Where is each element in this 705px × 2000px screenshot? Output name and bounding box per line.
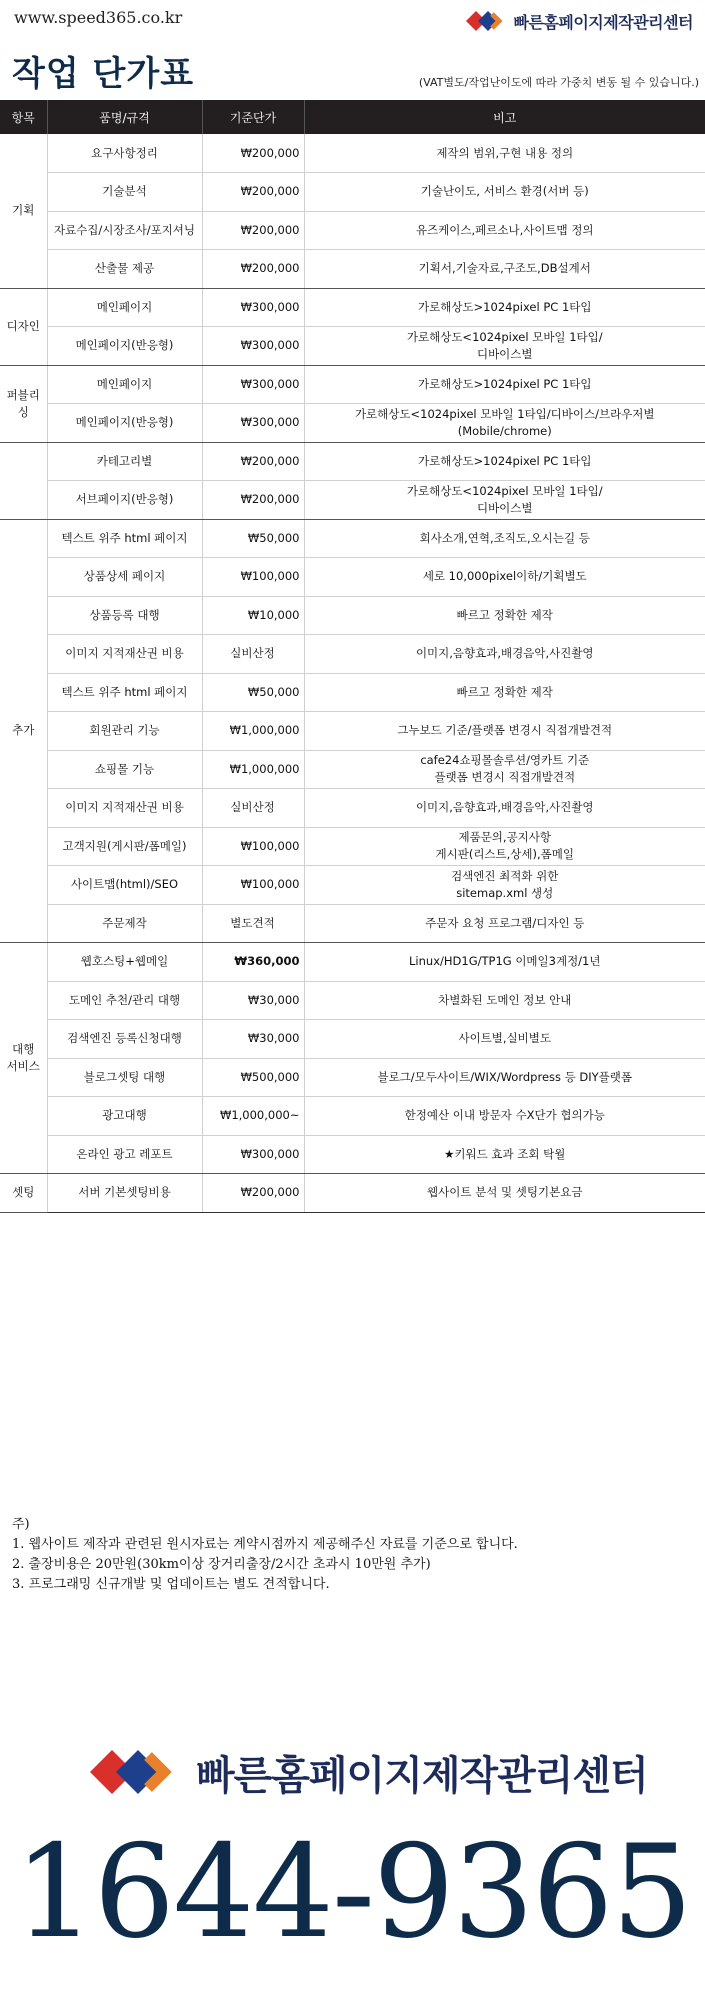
page-title: 작업 단가표: [12, 54, 195, 94]
category-cell: 퍼블리싱: [0, 365, 47, 442]
note-cell: [304, 404, 705, 443]
note-cell: [304, 596, 705, 635]
note-cell: [304, 365, 705, 404]
note-line: 제작의 범위,구현 내용 정의: [436, 145, 574, 160]
note-line-3: 3. 프로그래밍 신규개발 및 업데이트는 별도 견적합니다.: [12, 1577, 330, 1592]
top-bar: [0, 0, 705, 44]
price-cell: ₩300,000: [202, 404, 304, 443]
item-name-cell: 메인페이지: [47, 288, 202, 327]
table-row: [0, 365, 705, 404]
column-header-price: 기준단가: [202, 100, 304, 134]
note-line: 가로해상도<1024pixel 모바일 1타입/: [406, 329, 603, 344]
note-cell: [304, 1174, 705, 1213]
price-cell: ₩300,000: [202, 327, 304, 366]
note-line: 플랫폼 변경시 직접개발견적: [434, 770, 576, 785]
note-line: 디바이스별: [476, 500, 533, 515]
note-line: 빠르고 정확한 제작: [456, 684, 553, 699]
category-cell: 셋팅: [0, 1174, 47, 1213]
note-line: ★키워드 효과 조회 탁월: [444, 1146, 566, 1161]
category-cell: 기획: [0, 134, 47, 288]
item-name-cell: 검색엔진 등록신청대행: [47, 1020, 202, 1059]
item-name-cell: 상품상세 페이지: [47, 558, 202, 597]
note-line: 한정예산 이내 방문자 수X단가 협의가능: [404, 1108, 605, 1123]
price-cell: ₩100,000: [202, 827, 304, 866]
note-cell: [304, 750, 705, 789]
note-line: 웹사이트 분석 및 셋팅기본요금: [427, 1185, 583, 1200]
note-line: 차별화된 도메인 정보 안내: [438, 992, 572, 1007]
item-name-cell: 웹호스팅+웹메일: [47, 943, 202, 982]
price-cell: ₩50,000: [202, 519, 304, 558]
item-name-cell: 고객지원(게시판/폼메일): [47, 827, 202, 866]
note-line-2: 2. 출장비용은 20만원(30km이상 장거리출장/2시간 초과시 10만원 추가): [12, 1557, 431, 1572]
table-row: [0, 596, 705, 635]
note-cell: [304, 981, 705, 1020]
column-header-category: 항목: [0, 100, 47, 134]
note-cell: [304, 173, 705, 212]
note-line: Linux/HD1G/TP1G 이메일3계정/1년: [409, 954, 601, 969]
category-cell: [0, 442, 47, 519]
note-cell: [304, 673, 705, 712]
price-cell: ₩1,000,000: [202, 750, 304, 789]
table-row: [0, 1174, 705, 1213]
column-header-note: 비고: [304, 100, 705, 134]
price-cell: ₩300,000: [202, 288, 304, 327]
price-table-body: [0, 134, 705, 1212]
table-row: [0, 327, 705, 366]
price-cell: ₩200,000: [202, 250, 304, 289]
table-row: [0, 558, 705, 597]
item-name-cell: 카테고리별: [47, 442, 202, 481]
note-cell: [304, 558, 705, 597]
note-line: 블로그/모두사이트/WIX/Wordpress 등 DIY플랫폼: [377, 1069, 633, 1084]
note-line: 디바이스별: [476, 346, 533, 361]
table-row: [0, 211, 705, 250]
note-line: 유즈케이스,페르소나,사이트맵 정의: [415, 222, 594, 237]
table-row: [0, 827, 705, 866]
price-cell: ₩50,000: [202, 673, 304, 712]
column-header-item: 품명/규격: [47, 100, 202, 134]
item-name-cell: 광고대행: [47, 1097, 202, 1136]
table-row: [0, 288, 705, 327]
note-cell: [304, 1058, 705, 1097]
note-line: 주문자 요청 프로그램/디자인 등: [425, 915, 585, 930]
table-row: [0, 904, 705, 943]
item-name-cell: 텍스트 위주 html 페이지: [47, 673, 202, 712]
note-line-1: 1. 웹사이트 제작과 관련된 원시자료는 계약시점까지 제공해주신 자료를 기준으로 합니다.: [12, 1537, 518, 1552]
item-name-cell: 텍스트 위주 html 페이지: [47, 519, 202, 558]
item-name-cell: 메인페이지(반응형): [47, 327, 202, 366]
note-line: 사이트별,실비별도: [458, 1031, 552, 1046]
note-line: 가로해상도<1024pixel 모바일 1타입/디바이스/브라우저별: [354, 406, 655, 421]
note-cell: [304, 481, 705, 520]
note-line: 검색엔진 최적화 위한: [451, 868, 559, 883]
price-cell: ₩360,000: [202, 943, 304, 982]
item-name-cell: 주문제작: [47, 904, 202, 943]
note-cell: [304, 134, 705, 173]
note-cell: [304, 442, 705, 481]
price-cell: ₩500,000: [202, 1058, 304, 1097]
note-cell: [304, 211, 705, 250]
table-row: [0, 789, 705, 828]
brand-logo-icon: [464, 8, 508, 34]
item-name-cell: 온라인 광고 레포트: [47, 1135, 202, 1174]
price-cell: ₩30,000: [202, 981, 304, 1020]
note-cell: [304, 635, 705, 674]
price-cell: ₩200,000: [202, 1174, 304, 1213]
item-name-cell: 메인페이지: [47, 365, 202, 404]
note-cell: [304, 250, 705, 289]
price-cell: ₩1,000,000~: [202, 1097, 304, 1136]
table-row: [0, 1058, 705, 1097]
table-row: [0, 481, 705, 520]
note-line: 가로해상도>1024pixel PC 1타입: [418, 299, 592, 314]
price-cell: ₩200,000: [202, 211, 304, 250]
item-name-cell: 도메인 추천/관리 대행: [47, 981, 202, 1020]
item-name-cell: 이미지 지적재산권 비용: [47, 635, 202, 674]
note-cell: [304, 1020, 705, 1059]
price-cell: 실비산정: [202, 789, 304, 828]
table-row: [0, 635, 705, 674]
item-name-cell: 상품등록 대행: [47, 596, 202, 635]
price-cell: 별도견적: [202, 904, 304, 943]
price-cell: ₩300,000: [202, 1135, 304, 1174]
brand-name-large: 빠른홈페이지제작관리센터: [196, 1751, 648, 1799]
table-row: [0, 943, 705, 982]
title-block: [0, 44, 705, 96]
note-line: 가로해상도<1024pixel 모바일 1타입/: [406, 483, 603, 498]
category-cell: 추가: [0, 519, 47, 943]
note-line: 가로해상도>1024pixel PC 1타입: [418, 376, 592, 391]
table-row: [0, 404, 705, 443]
price-cell: ₩100,000: [202, 558, 304, 597]
item-name-cell: 쇼핑몰 기능: [47, 750, 202, 789]
price-table: [0, 100, 705, 1213]
item-name-cell: 회원관리 기능: [47, 712, 202, 751]
item-name-cell: 요구사항정리: [47, 134, 202, 173]
table-header-row: [0, 100, 705, 134]
item-name-cell: 블로그셋팅 대행: [47, 1058, 202, 1097]
note-cell: [304, 519, 705, 558]
site-url[interactable]: www.speed365.co.kr: [14, 8, 183, 27]
price-cell: 실비산정: [202, 635, 304, 674]
note-line: cafe24쇼핑몰솔루션/영카트 기준: [420, 753, 590, 768]
table-row: [0, 173, 705, 212]
note-line: 기획서,기술자료,구조도,DB설계서: [418, 261, 591, 276]
price-cell: ₩200,000: [202, 173, 304, 212]
note-cell: [304, 827, 705, 866]
brand-name: 빠른홈페이지제작관리센터: [513, 12, 693, 32]
note-cell: [304, 712, 705, 751]
category-cell: 디자인: [0, 288, 47, 365]
note-line: 기술난이도, 서비스 환경(서버 등): [420, 184, 589, 199]
item-name-cell: 자료수집/시장조사/포지셔닝: [47, 211, 202, 250]
note-line: 이미지,음향효과,배경음악,사진촬영: [415, 800, 594, 815]
note-cell: [304, 1135, 705, 1174]
category-cell: 대행 서비스: [0, 943, 47, 1174]
table-row: [0, 519, 705, 558]
price-cell: ₩300,000: [202, 365, 304, 404]
notes-section: [12, 1515, 518, 1595]
note-line: 회사소개,연혁,조직도,오시는길 등: [419, 530, 590, 545]
note-cell: [304, 943, 705, 982]
price-cell: ₩200,000: [202, 481, 304, 520]
brand-header[interactable]: [464, 6, 693, 36]
item-name-cell: 기술분석: [47, 173, 202, 212]
price-cell: ₩30,000: [202, 1020, 304, 1059]
price-cell: ₩200,000: [202, 134, 304, 173]
note-line: 제품문의,공지사항: [458, 830, 552, 845]
item-name-cell: 사이트맵(html)/SEO: [47, 866, 202, 905]
note-line: 이미지,음향효과,배경음악,사진촬영: [415, 646, 594, 661]
table-row: [0, 712, 705, 751]
note-line: 빠르고 정확한 제작: [456, 607, 553, 622]
note-line: sitemap.xml 생성: [456, 885, 554, 900]
price-cell: ₩10,000: [202, 596, 304, 635]
brand-logo-icon: [86, 1744, 182, 1800]
table-row: [0, 1020, 705, 1059]
note-line: 그누보드 기준/플랫폼 변경시 직접개발견적: [397, 723, 613, 738]
notes-heading: 주): [12, 1517, 30, 1532]
table-row: [0, 673, 705, 712]
note-line: 게시판(리스트,상세),폼메일: [435, 847, 574, 862]
item-name-cell: 서버 기본셋팅비용: [47, 1174, 202, 1213]
note-cell: [304, 1097, 705, 1136]
note-cell: [304, 327, 705, 366]
phone-number[interactable]: 1644-9365: [14, 1818, 691, 1967]
item-name-cell: 산출물 제공: [47, 250, 202, 289]
item-name-cell: 이미지 지적재산권 비용: [47, 789, 202, 828]
table-row: [0, 442, 705, 481]
item-name-cell: 메인페이지(반응형): [47, 404, 202, 443]
table-row: [0, 1097, 705, 1136]
table-row: [0, 1135, 705, 1174]
table-row: [0, 981, 705, 1020]
note-cell: [304, 288, 705, 327]
price-cell: ₩100,000: [202, 866, 304, 905]
item-name-cell: 서브페이지(반응형): [47, 481, 202, 520]
table-row: [0, 134, 705, 173]
note-line: 가로해상도>1024pixel PC 1타입: [418, 453, 592, 468]
table-row: [0, 750, 705, 789]
vat-note: (VAT별도/작업난이도에 따라 가중치 변동 될 수 있습니다.): [418, 76, 699, 89]
note-cell: [304, 789, 705, 828]
note-line: 세로 10,000pixel이하/기획별도: [422, 569, 587, 584]
table-row: [0, 866, 705, 905]
brand-footer: [86, 1740, 648, 1804]
table-row: [0, 250, 705, 289]
note-cell: [304, 866, 705, 905]
price-cell: ₩1,000,000: [202, 712, 304, 751]
price-cell: ₩200,000: [202, 442, 304, 481]
note-cell: [304, 904, 705, 943]
note-line: (Mobile/chrome): [457, 423, 552, 438]
